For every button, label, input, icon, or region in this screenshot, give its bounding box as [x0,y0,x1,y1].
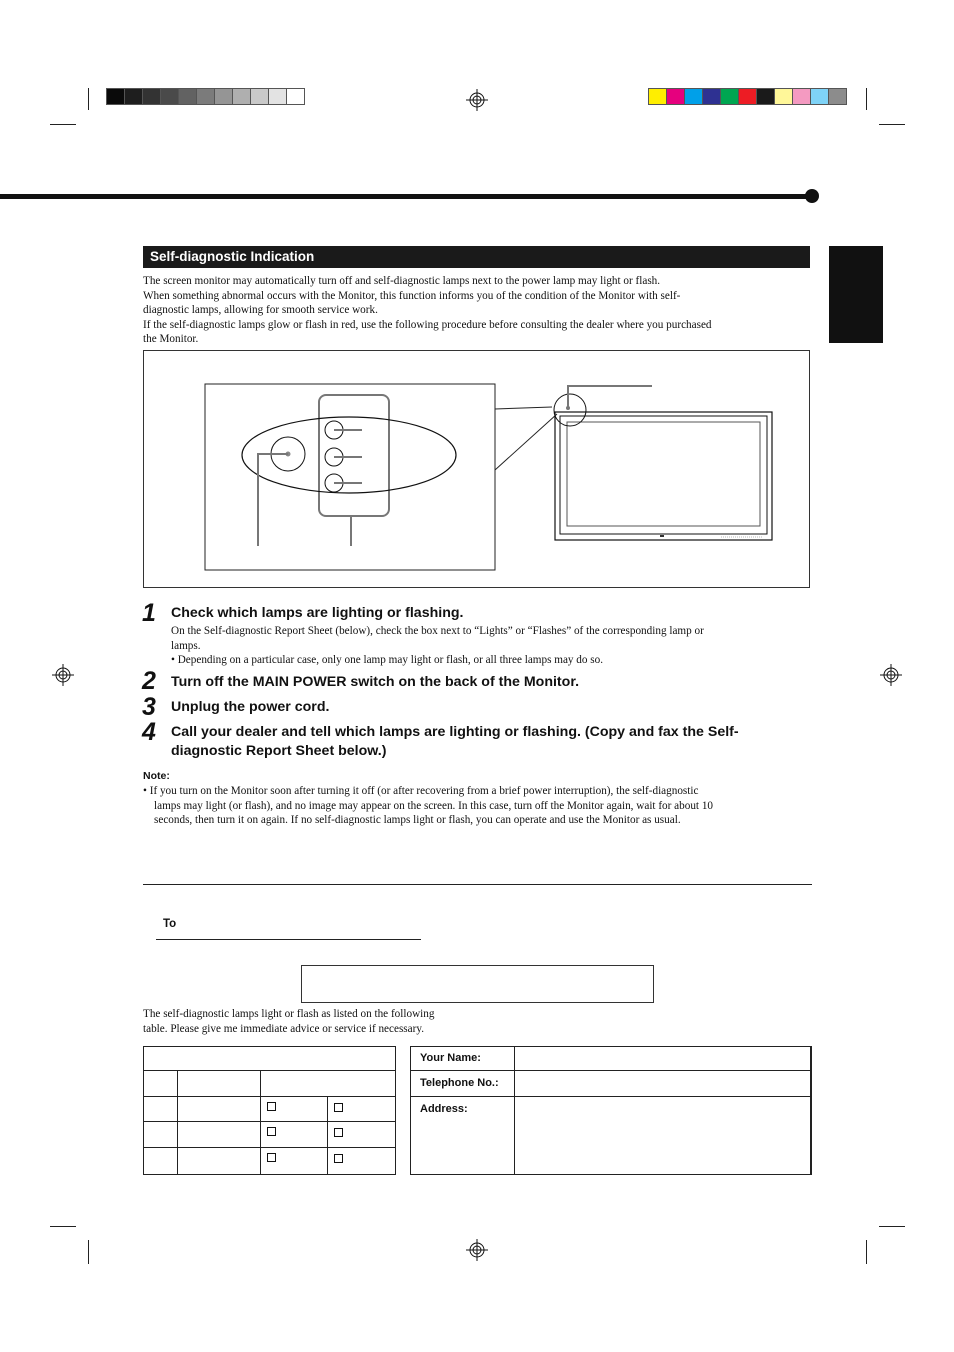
report-to-label: To [163,918,177,930]
step-heading [171,723,811,761]
gray-swatch [160,88,179,105]
intro-line: When something abnormal occurs with the Monitor, this function informs you of the condition of the Monitor with self- [143,289,681,302]
step-body-line: On the Self-diagnostic Report Sheet (below), check the box next to “Lights” or “Flashes” of the corresponding lamp or [171,625,704,637]
table-rule [143,1121,396,1122]
flashes-checkbox[interactable] [334,1103,343,1112]
lights-checkbox[interactable] [267,1102,276,1111]
gray-swatch [124,88,143,105]
step-heading: Turn off the MAIN POWER switch on the back of the Monitor. [171,674,580,690]
crop-mark [50,124,76,125]
crop-mark [88,88,89,110]
color-swatch [720,88,739,105]
registration-target-icon [880,664,902,686]
table-rule [260,1070,261,1174]
crop-mark [50,1226,76,1227]
step-heading: Check which lamps are lighting or flashing. [171,605,464,621]
step-body-line: lamps. [171,639,201,652]
gray-swatch [286,88,305,105]
intro-line: The screen monitor may automatically turn off and self-diagnostic lamps next to the power lamp may light or flash. [143,275,661,287]
address-field[interactable] [515,1097,809,1173]
telephone-label: Telephone No.: [420,1077,499,1089]
flashes-checkbox[interactable] [334,1154,343,1163]
report-title-box [301,965,654,1003]
gray-swatch [268,88,287,105]
table-rule [327,1096,328,1174]
step-heading: Unplug the power cord. [171,699,330,715]
note-body [143,784,813,828]
monitor-outline [555,412,772,540]
color-swatch [648,88,667,105]
crop-mark [879,124,905,125]
section-title: Self-diagnostic Indication [150,249,315,264]
report-statement [143,1007,543,1036]
lights-checkbox[interactable] [267,1127,276,1136]
step-number: 4 [142,718,156,746]
intro-line: If the self-diagnostic lamps glow or flash in red, use the following procedure before consulting the dealer where you purchased [143,318,712,331]
report-statement-line: table. Please give me immediate advice or service if necessary. [143,1022,425,1035]
note-line: lamps may light (or flash), and no image may appear on the screen. In this case, turn off the Monitor again, wait for about 10 [154,799,714,812]
gray-swatch [250,88,269,105]
registration-target-icon [466,89,488,111]
flashes-checkbox[interactable] [334,1128,343,1137]
crop-mark [866,88,867,110]
table-rule [143,1147,396,1148]
color-swatch [666,88,685,105]
color-swatch [756,88,775,105]
lights-checkbox[interactable] [267,1153,276,1162]
table-rule [177,1070,178,1174]
report-statement-line: The self-diagnostic lamps light or flash as listed on the following [143,1008,435,1020]
step-body-line: • Depending on a particular case, only one lamp may light or flash, or all three lamps may do so. [171,654,604,666]
color-swatch [774,88,793,105]
gray-swatch [142,88,161,105]
step-number: 3 [142,693,156,721]
monitor-screen [567,422,760,526]
section-header [143,246,810,268]
note-line: seconds, then turn it on again. If no self-diagnostic lamps light or flash, you can operate and use the Monitor as usual. [154,814,681,826]
your-name-label: Your Name: [420,1052,481,1064]
table-rule [143,1096,396,1097]
side-tab [829,246,883,343]
crop-mark [866,1240,867,1264]
step-body [171,624,811,668]
telephone-field[interactable] [515,1071,809,1095]
intro-line: the Monitor. [143,333,199,345]
gray-swatch [178,88,197,105]
top-rule [0,194,808,199]
table-rule [143,1070,396,1071]
registration-target-icon [466,1239,488,1261]
step-heading-line: Call your dealer and tell which lamps are lighting or flashing. (Copy and fax the Self- [171,724,739,740]
gray-swatch [232,88,251,105]
registration-target-icon [52,664,74,686]
color-swatch [828,88,847,105]
top-rule-bullet [805,189,819,203]
gray-swatch [196,88,215,105]
color-swatch [738,88,757,105]
color-swatch [684,88,703,105]
gray-swatch [214,88,233,105]
color-swatch [792,88,811,105]
intro-line: diagnostic lamps, allowing for smooth service work. [143,304,378,316]
crop-mark [879,1226,905,1227]
color-swatch [702,88,721,105]
color-swatch [810,88,829,105]
step-number: 2 [142,667,156,695]
report-divider [143,884,812,885]
gray-swatch [106,88,125,105]
note-label: Note: [143,770,170,782]
note-line: • If you turn on the Monitor soon after turning it off (or after recovering from a brief power interruption), the self-diagnostic [143,785,699,797]
crop-mark [88,1240,89,1264]
your-name-field[interactable] [515,1047,809,1069]
step-number: 1 [142,599,156,627]
step-heading-line: diagnostic Report Sheet below.) [171,743,387,759]
address-label: Address: [420,1103,468,1115]
intro-text [143,274,813,347]
report-to-line [156,939,421,940]
monitor-lamp-illustration [143,350,810,588]
